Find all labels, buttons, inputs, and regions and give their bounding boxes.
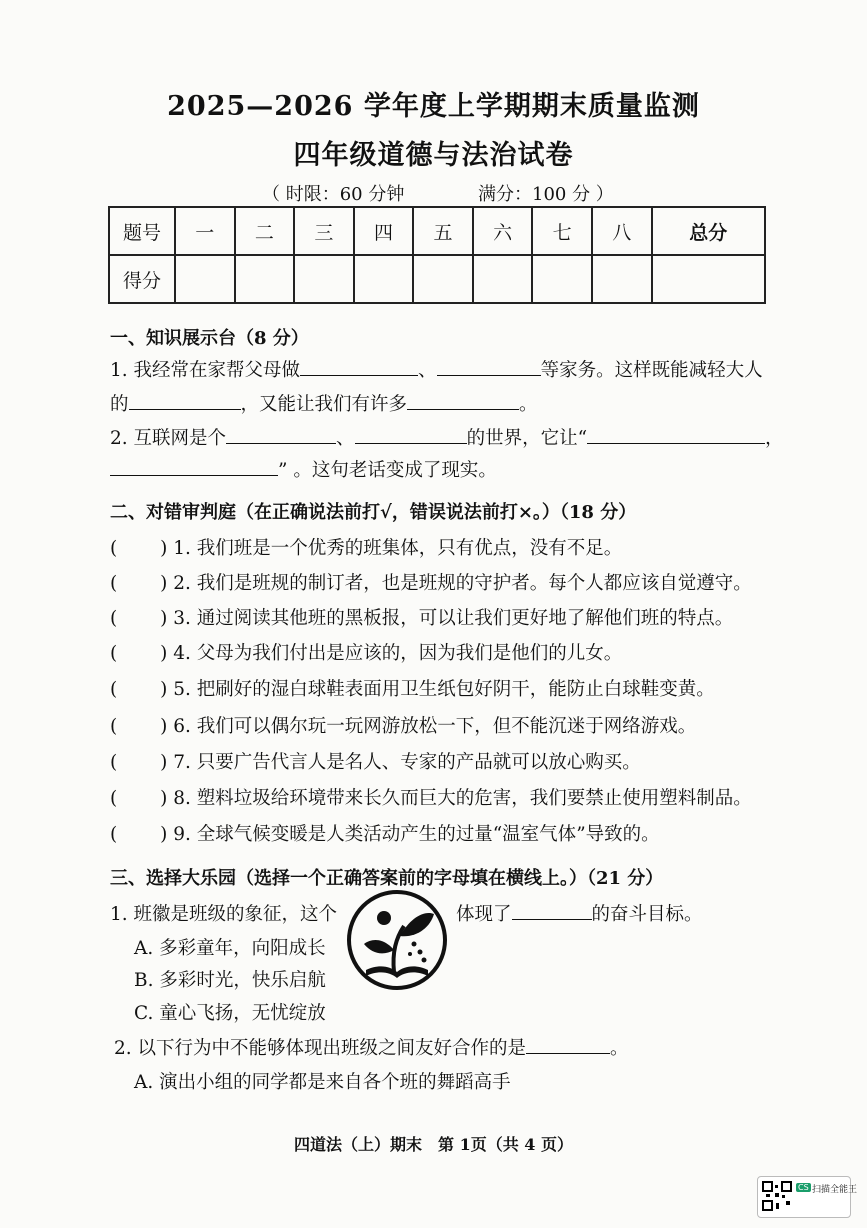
text: 2. 以下行为中不能够体现出班级之间友好合作的是 bbox=[114, 1038, 527, 1059]
tf-item-6: ( ) 6. 我们可以偶尔玩一玩网游放松一下，但不能沉迷于网络游戏。 bbox=[110, 716, 697, 737]
score-table-header-row bbox=[109, 207, 765, 255]
scanner-brand: 扫描全能王 bbox=[812, 1185, 858, 1195]
answer-blank[interactable] bbox=[437, 357, 541, 376]
score-cell: 题号 bbox=[109, 207, 175, 255]
option-a: A. 演出小组的同学都是来自各个班的舞蹈高手 bbox=[134, 1072, 511, 1093]
question-1-1 bbox=[110, 356, 763, 382]
option-a: A. 多彩童年，向阳成长 bbox=[134, 938, 326, 959]
answer-blank[interactable] bbox=[226, 425, 336, 444]
cs-logo-icon: CS bbox=[798, 1183, 809, 1192]
score-input-cell[interactable] bbox=[652, 255, 766, 303]
answer-blank[interactable] bbox=[129, 391, 241, 410]
text: 2. 互联网是个 bbox=[110, 428, 227, 449]
text: 体现了 bbox=[456, 904, 512, 925]
option-b: B. 多彩时光，快乐启航 bbox=[134, 970, 326, 991]
score-cell: 六 bbox=[473, 207, 533, 255]
question-1-2 bbox=[110, 424, 784, 450]
answer-blank[interactable] bbox=[300, 357, 418, 376]
score-input-cell[interactable] bbox=[235, 255, 295, 303]
score-row-label: 得分 bbox=[109, 255, 175, 303]
score-cell: 二 bbox=[235, 207, 295, 255]
scanner-watermark bbox=[757, 1176, 858, 1218]
section-2-title: 二、对错审判庭（在正确说法前打√，错误说法前打×。）（18 分） bbox=[110, 502, 637, 523]
tf-item-2: ( ) 2. 我们是班规的制订者，也是班规的守护者。每个人都应该自觉遵守。 bbox=[110, 573, 752, 594]
time-limit: （ 时限：60 分钟 bbox=[262, 184, 405, 205]
question-3-2 bbox=[114, 1034, 629, 1060]
text: ， bbox=[765, 428, 784, 449]
text: 的奋斗目标。 bbox=[591, 904, 703, 925]
text: 的 bbox=[110, 394, 129, 415]
question-3-1 bbox=[110, 900, 337, 926]
text: 的世界，它让“ bbox=[466, 428, 588, 449]
score-input-cell[interactable] bbox=[413, 255, 473, 303]
score-cell: 五 bbox=[413, 207, 473, 255]
qr-code-icon bbox=[762, 1181, 792, 1211]
question-1-1-cont bbox=[110, 390, 538, 416]
tf-item-8: ( ) 8. 塑料垃圾给环境带来长久而巨大的危害，我们要禁止使用塑料制品。 bbox=[110, 788, 752, 809]
text: 、 bbox=[418, 360, 437, 381]
answer-blank[interactable] bbox=[110, 457, 278, 476]
score-input-cell[interactable] bbox=[175, 255, 235, 303]
answer-blank[interactable] bbox=[512, 901, 592, 920]
section-1-title: 一、知识展示台（8 分） bbox=[110, 328, 309, 349]
page-footer: 四道法（上）期末 第 1页（共 4 页） bbox=[294, 1135, 573, 1154]
answer-blank[interactable] bbox=[526, 1035, 610, 1054]
section-3-title: 三、选择大乐园（选择一个正确答案前的字母填在横线上。）（21 分） bbox=[110, 868, 664, 889]
tf-item-3: ( ) 3. 通过阅读其他班的黑板报，可以让我们更好地了解他们班的特点。 bbox=[110, 608, 734, 629]
title-line-1: 2025—2026 学年度上学期期末质量监测 bbox=[167, 91, 700, 122]
score-cell: 总分 bbox=[652, 207, 766, 255]
score-cell: 八 bbox=[592, 207, 652, 255]
text: 1. 班徽是班级的象征，这个 bbox=[110, 904, 338, 925]
score-cell: 七 bbox=[532, 207, 592, 255]
tf-item-9: ( ) 9. 全球气候变暖是人类活动产生的过量“温室气体”导致的。 bbox=[110, 824, 660, 845]
question-1-2-cont bbox=[110, 456, 497, 482]
class-emblem-icon bbox=[344, 888, 450, 992]
score-input-cell[interactable] bbox=[592, 255, 652, 303]
score-table-score-row bbox=[109, 255, 765, 303]
tf-item-4: ( ) 4. 父母为我们付出是应该的，因为我们是他们的儿女。 bbox=[110, 643, 623, 664]
tf-item-7: ( ) 7. 只要广告代言人是名人、专家的产品就可以放心购买。 bbox=[110, 752, 641, 773]
score-input-cell[interactable] bbox=[532, 255, 592, 303]
option-c: C. 童心飞扬，无忧绽放 bbox=[134, 1003, 326, 1024]
score-table bbox=[108, 206, 766, 304]
text: ，又能让我们有许多 bbox=[240, 394, 408, 415]
answer-blank[interactable] bbox=[407, 391, 519, 410]
score-input-cell[interactable] bbox=[354, 255, 414, 303]
text: 等家务。这样既能减轻大人 bbox=[540, 360, 763, 381]
score-input-cell[interactable] bbox=[294, 255, 354, 303]
full-score: 满分：100 分 ） bbox=[478, 184, 614, 205]
score-cell: 三 bbox=[294, 207, 354, 255]
question-3-1-tail bbox=[456, 900, 703, 926]
text: 、 bbox=[336, 428, 355, 449]
title-line-2: 四年级道德与法治试卷 bbox=[293, 140, 574, 171]
text: 。 bbox=[610, 1038, 629, 1059]
answer-blank[interactable] bbox=[587, 425, 765, 444]
text: 1. 我经常在家帮父母做 bbox=[110, 360, 301, 381]
score-cell: 一 bbox=[175, 207, 235, 255]
tf-item-1: ( ) 1. 我们班是一个优秀的班集体，只有优点，没有不足。 bbox=[110, 538, 623, 559]
score-input-cell[interactable] bbox=[473, 255, 533, 303]
score-cell: 四 bbox=[354, 207, 414, 255]
tf-item-5: ( ) 5. 把刷好的湿白球鞋表面用卫生纸包好阴干，能防止白球鞋变黄。 bbox=[110, 679, 715, 700]
text: ” 。这句老话变成了现实。 bbox=[278, 460, 497, 481]
answer-blank[interactable] bbox=[355, 425, 467, 444]
text: 。 bbox=[519, 394, 538, 415]
